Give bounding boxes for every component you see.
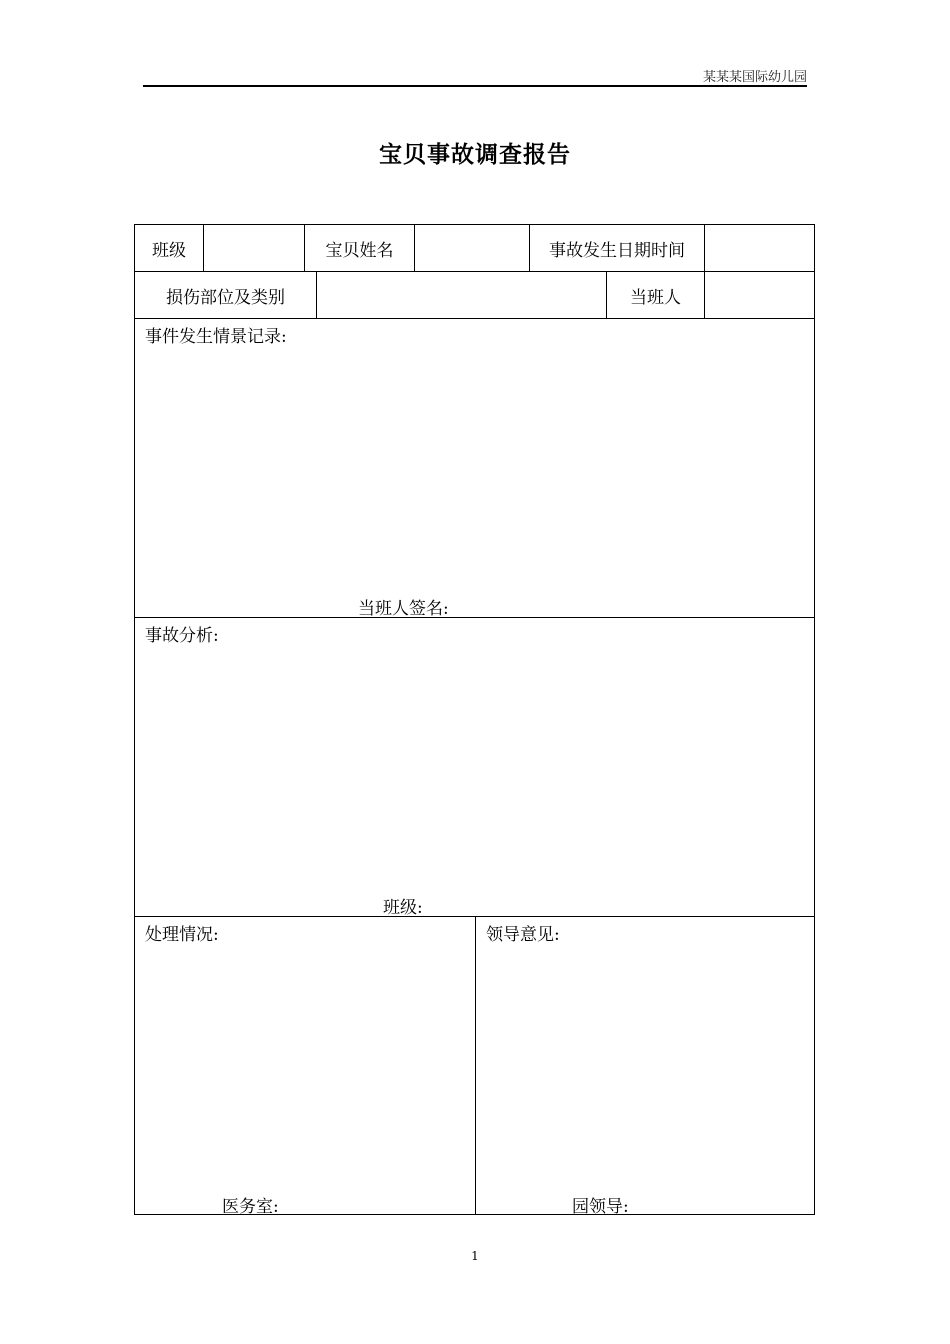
injury-value-cell[interactable] xyxy=(316,272,606,318)
incident-label: 事件发生情景记录: xyxy=(145,327,287,347)
child-name-label: 宝贝姓名 xyxy=(325,240,394,261)
datetime-label: 事故发生日期时间 xyxy=(549,240,685,261)
handling-signature-label: 医务室: xyxy=(222,1197,279,1217)
leader-label: 领导意见: xyxy=(486,925,560,945)
incident-section[interactable] xyxy=(135,318,814,617)
page-header-org: 某某某国际幼儿园 xyxy=(702,70,807,85)
duty-label-cell xyxy=(606,272,704,318)
injury-label: 损伤部位及类别 xyxy=(166,287,285,308)
form-row-2 xyxy=(135,271,814,318)
header-rule xyxy=(143,85,807,87)
leader-signature-label: 园领导: xyxy=(572,1197,629,1217)
datetime-value-cell[interactable] xyxy=(704,225,814,271)
class-label-cell xyxy=(135,225,203,271)
handling-label: 处理情况: xyxy=(145,925,219,945)
duty-value-cell[interactable] xyxy=(704,272,814,318)
page-number: 1 xyxy=(471,1249,479,1263)
datetime-label-cell xyxy=(529,225,704,271)
bottom-section xyxy=(135,916,814,1217)
handling-cell[interactable] xyxy=(135,917,475,1217)
child-name-label-cell xyxy=(304,225,414,271)
analysis-signature-label: 班级: xyxy=(383,898,423,918)
class-label: 班级 xyxy=(152,240,186,261)
injury-label-cell xyxy=(135,272,316,318)
incident-signature-label: 当班人签名: xyxy=(358,599,449,619)
leader-cell[interactable] xyxy=(475,917,814,1217)
child-name-value-cell[interactable] xyxy=(414,225,529,271)
analysis-section[interactable] xyxy=(135,617,814,916)
report-form xyxy=(134,224,815,1215)
page-title: 宝贝事故调查报告 xyxy=(379,141,571,168)
class-value-cell[interactable] xyxy=(203,225,304,271)
form-row-1 xyxy=(135,225,814,271)
analysis-label: 事故分析: xyxy=(145,626,219,646)
duty-label: 当班人 xyxy=(630,287,681,308)
